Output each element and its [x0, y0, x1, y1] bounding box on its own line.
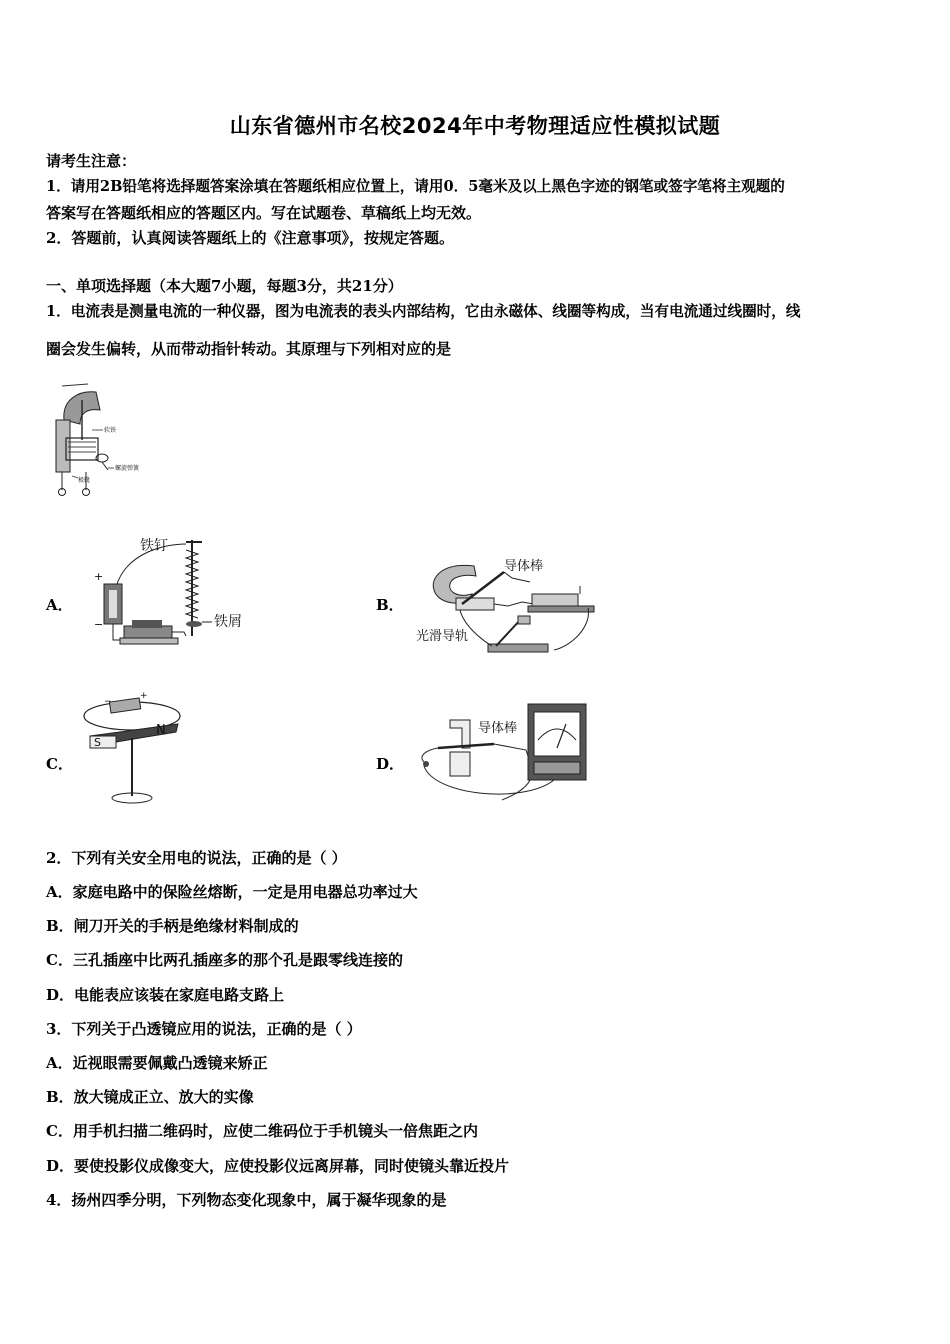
q3-option-b[interactable]: B．放大镜成正立、放大的实像 [46, 1088, 254, 1106]
conductor-rod-label-b: 导体棒 [504, 559, 544, 574]
option-d-figure [404, 700, 590, 812]
battery-plus: + [94, 570, 104, 583]
battery-minus: − [94, 618, 104, 631]
q1-option-d-label[interactable]: D． [376, 755, 405, 773]
north-pole-label: N [156, 723, 166, 738]
q2-stem: 2．下列有关安全用电的说法，正确的是（ ） [46, 849, 347, 867]
q1-stem-line2: 圈会发生偏转，从而带动指针转动。其原理与下列相对应的是 [46, 340, 452, 358]
conductor-rod-label-d: 导体棒 [478, 721, 518, 736]
notice-item2: 2．答题前，认真阅读答题纸上的《注意事项》，按规定答题。 [46, 229, 454, 247]
notice-item1-line2: 答案写在答题纸相应的答题区内。写在试题卷、草稿纸上均无效。 [46, 204, 482, 222]
option-c-figure [80, 688, 190, 812]
coil-plus: + [140, 691, 148, 701]
q1-option-c-label[interactable]: C． [46, 755, 73, 773]
soft-iron-label: 软铁 [104, 427, 117, 434]
q2-option-c[interactable]: C．三孔插座中比两孔插座多的那个孔是跟零线连接的 [46, 951, 403, 969]
q1-option-a-label[interactable]: A． [46, 596, 73, 614]
q2-option-a[interactable]: A．家庭电路中的保险丝熔断，一定是用电器总功率过大 [46, 883, 418, 901]
q4-stem: 4．扬州四季分明，下列物态变化现象中，属于凝华现象的是 [46, 1191, 447, 1209]
notice-heading: 请考生注意： [46, 152, 137, 170]
q1-option-b-label[interactable]: B． [376, 596, 404, 614]
south-pole-label: S [94, 736, 101, 749]
iron-nail-label: 铁钉 [140, 538, 168, 554]
page-title: 山东省德州市名校2024年中考物理适应性模拟试题 [229, 114, 721, 138]
q3-option-d[interactable]: D．要使投影仪成像变大，应使投影仪远离屏幕，同时使镜头靠近投片 [46, 1157, 510, 1175]
q3-option-c[interactable]: C．用手机扫描二维码时，应使二维码位于手机镜头一倍焦距之内 [46, 1122, 478, 1140]
q1-stem-line1: 1．电流表是测量电流的一种仪器，图为电流表的表头内部结构，它由永磁体、线圈等构成，当有电流通过线圈时，线 [46, 303, 801, 320]
option-b-figure [412, 556, 598, 662]
option-a-figure [86, 532, 256, 652]
q3-option-a[interactable]: A．近视眼需要佩戴凸透镜来矫正 [46, 1054, 268, 1072]
galvanometer-figure [48, 380, 158, 505]
q3-stem: 3．下列关于凸透镜应用的说法，正确的是（ ） [46, 1020, 362, 1038]
coil-minus: − [104, 697, 112, 707]
spring-label: 螺旋弹簧 [115, 465, 140, 472]
iron-filings-label: 铁屑 [214, 614, 242, 630]
q2-option-d[interactable]: D．电能表应该装在家庭电路支路上 [46, 986, 285, 1004]
notice-item1-line1: 1．请用2B铅笔将选择题答案涂填在答题纸相应位置上，请用0．5毫米及以上黑色字迹的钢笔或签字笔将主观题的 [46, 178, 785, 195]
smooth-rail-label: 光滑导轨 [416, 629, 469, 644]
section-heading: 一、单项选择题（本大题7小题，每题3分，共21分） [46, 277, 403, 295]
pole-label: 极靴 [78, 477, 91, 484]
q2-option-b[interactable]: B．闸刀开关的手柄是绝缘材料制成的 [46, 917, 299, 935]
